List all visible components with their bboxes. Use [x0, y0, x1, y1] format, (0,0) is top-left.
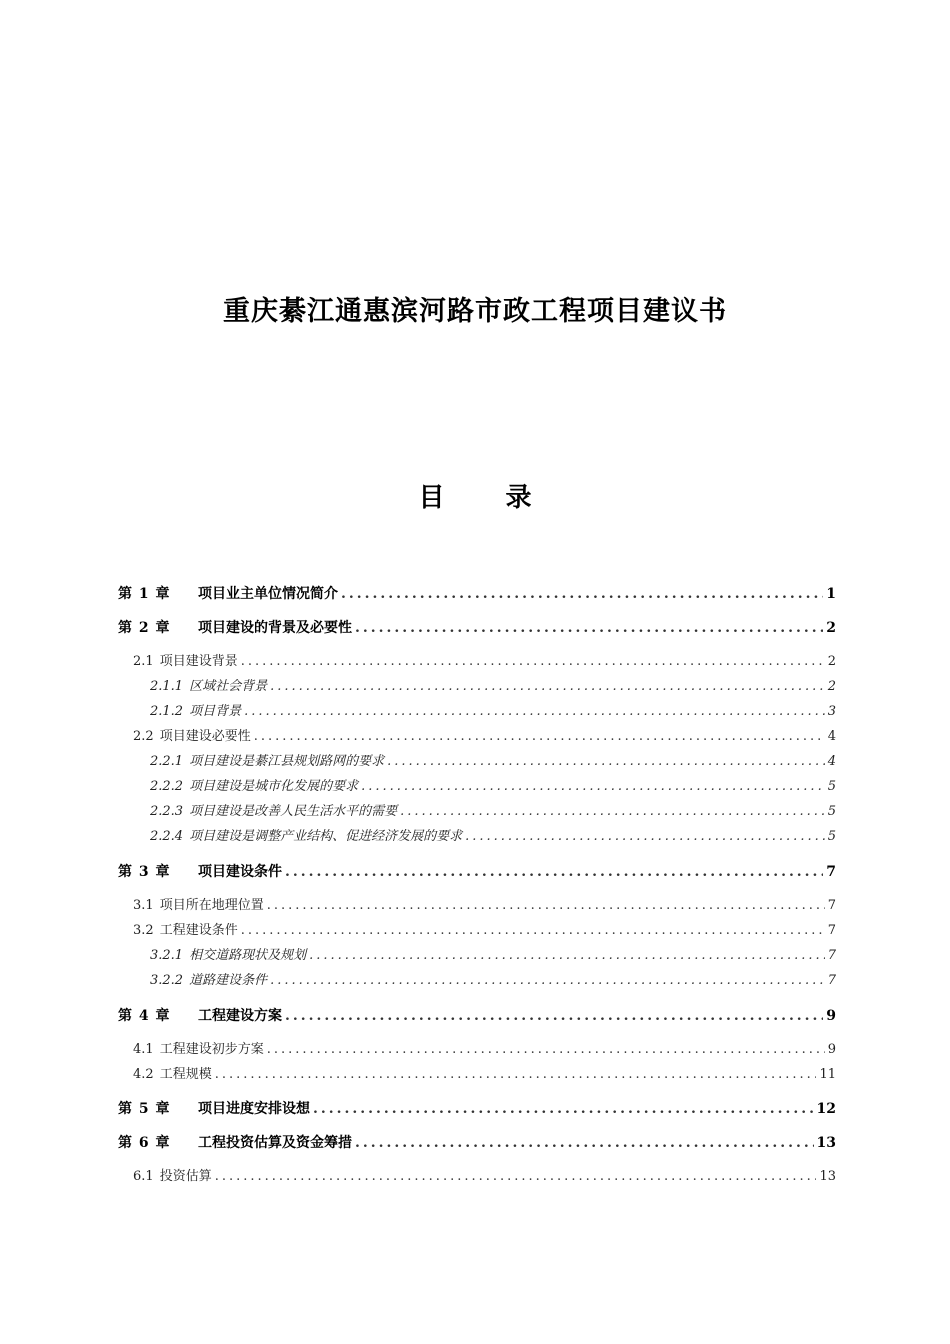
- toc-page-number: 9: [826, 1008, 836, 1024]
- toc-number: 3.1: [133, 898, 154, 913]
- toc-entry-section-3-2[interactable]: [133, 921, 836, 941]
- toc-number: 6.1: [133, 1169, 154, 1184]
- dot-leader: [215, 1065, 817, 1085]
- toc-entry-section-2-1[interactable]: [133, 652, 836, 672]
- toc-title: 项目建设是改善人民生活水平的需要: [189, 804, 398, 819]
- dot-leader: [241, 921, 825, 941]
- dot-leader: [400, 802, 825, 822]
- toc-number: 2.1.1: [150, 679, 184, 694]
- toc-number: 4.2: [133, 1067, 154, 1082]
- toc-number: 3.2.1: [150, 948, 184, 963]
- toc-entry-subsection-2-1-2[interactable]: [150, 702, 836, 722]
- dot-leader: [309, 946, 825, 966]
- toc-entry-chapter-1[interactable]: [118, 584, 836, 604]
- toc-page-number: 7: [827, 948, 836, 963]
- toc-title: 项目建设的背景及必要性: [198, 620, 352, 636]
- toc-entry-section-4-2[interactable]: [133, 1065, 836, 1085]
- toc-page-number: 5: [827, 829, 836, 844]
- toc-title: 项目建设是城市化发展的要求: [189, 779, 359, 794]
- document-title: 重庆綦江通惠滨河路市政工程项目建议书: [223, 296, 727, 327]
- toc-page-number: 7: [827, 898, 836, 913]
- dot-leader: [270, 677, 825, 697]
- toc-page-number: 7: [826, 864, 836, 880]
- toc-number: 2.1: [133, 654, 154, 669]
- toc-entry-subsection-2-2-1[interactable]: [150, 752, 836, 772]
- toc-entry-subsection-3-2-1[interactable]: [150, 946, 836, 966]
- dot-leader: [267, 896, 825, 916]
- toc-title: 投资估算: [159, 1169, 212, 1184]
- toc-number: 2.2: [133, 729, 154, 744]
- dot-leader: [244, 702, 825, 722]
- toc-page-number: 4: [827, 729, 836, 744]
- dot-leader: [241, 652, 825, 672]
- toc-number: 第 5 章: [118, 1101, 171, 1117]
- toc-page-number: 5: [827, 804, 836, 819]
- toc-entry-chapter-3[interactable]: [118, 862, 836, 882]
- toc-page-number: 13: [816, 1135, 836, 1151]
- toc-title: 工程投资估算及资金筹措: [198, 1135, 352, 1151]
- toc-page-number: 7: [827, 923, 836, 938]
- toc-entry-subsection-2-2-4[interactable]: [150, 827, 836, 847]
- toc-title: 工程建设方案: [198, 1008, 282, 1024]
- toc-entry-subsection-2-2-2[interactable]: [150, 777, 836, 797]
- toc-title: 项目建设是调整产业结构、促进经济发展的要求: [189, 829, 463, 844]
- toc-number: 2.2.1: [150, 754, 184, 769]
- dot-leader: [355, 1133, 814, 1153]
- toc-page-number: 4: [827, 754, 836, 769]
- toc-number: 第 2 章: [118, 620, 171, 636]
- toc-entry-chapter-4[interactable]: [118, 1006, 836, 1026]
- toc-page-number: 13: [819, 1169, 836, 1184]
- toc-title: 工程规模: [159, 1067, 212, 1082]
- dot-leader: [387, 752, 825, 772]
- dot-leader: [215, 1167, 817, 1187]
- toc-title: 工程建设初步方案: [159, 1042, 264, 1057]
- toc-title: 相交道路现状及规划: [189, 948, 307, 963]
- dot-leader: [465, 827, 825, 847]
- toc-number: 2.2.2: [150, 779, 184, 794]
- toc-entry-chapter-5[interactable]: [118, 1099, 836, 1119]
- toc-number: 4.1: [133, 1042, 154, 1057]
- dot-leader: [270, 971, 825, 991]
- toc-page-number: 11: [819, 1067, 836, 1082]
- toc-entry-section-2-2[interactable]: [133, 727, 836, 747]
- dot-leader: [361, 777, 825, 797]
- toc-entry-subsection-2-1-1[interactable]: [150, 677, 836, 697]
- dot-leader: [355, 618, 823, 638]
- toc-page-number: 7: [827, 973, 836, 988]
- toc-title: 项目所在地理位置: [159, 898, 264, 913]
- toc-entry-section-4-1[interactable]: [133, 1040, 836, 1060]
- toc-number: 2.1.2: [150, 704, 184, 719]
- toc-page-number: 2: [827, 654, 836, 669]
- toc-page-number: 1: [826, 586, 836, 602]
- toc-title: 项目建设必要性: [159, 729, 251, 744]
- toc-title: 项目建设是綦江县规划路网的要求: [189, 754, 385, 769]
- toc-entry-section-3-1[interactable]: [133, 896, 836, 916]
- toc-title: 项目建设背景: [159, 654, 238, 669]
- toc-title: 项目业主单位情况简介: [198, 586, 338, 602]
- dot-leader: [285, 1006, 823, 1026]
- toc-number: 第 1 章: [118, 586, 171, 602]
- dot-leader: [341, 584, 823, 604]
- toc-number: 第 3 章: [118, 864, 171, 880]
- toc-title: 工程建设条件: [159, 923, 238, 938]
- toc-number: 3.2: [133, 923, 154, 938]
- toc-page-number: 2: [826, 620, 836, 636]
- dot-leader: [313, 1099, 814, 1119]
- toc-title: 道路建设条件: [189, 973, 268, 988]
- toc-title: 项目进度安排设想: [198, 1101, 310, 1117]
- toc-page-number: 2: [827, 679, 836, 694]
- toc-number: 3.2.2: [150, 973, 184, 988]
- dot-leader: [267, 1040, 825, 1060]
- toc-title: 项目背景: [189, 704, 242, 719]
- toc-entry-chapter-6[interactable]: [118, 1133, 836, 1153]
- toc-page-number: 9: [827, 1042, 836, 1057]
- toc-page-number: 5: [827, 779, 836, 794]
- toc-heading: 目 录: [418, 483, 558, 513]
- toc-entry-section-6-1[interactable]: [133, 1167, 836, 1187]
- toc-number: 2.2.3: [150, 804, 184, 819]
- toc-title: 区域社会背景: [189, 679, 268, 694]
- toc-number: 2.2.4: [150, 829, 184, 844]
- dot-leader: [254, 727, 825, 747]
- toc-entry-subsection-3-2-2[interactable]: [150, 971, 836, 991]
- toc-number: 第 4 章: [118, 1008, 171, 1024]
- dot-leader: [285, 862, 823, 882]
- toc-page-number: 3: [827, 704, 836, 719]
- toc-title: 项目建设条件: [198, 864, 282, 880]
- toc-number: 第 6 章: [118, 1135, 171, 1151]
- toc-page-number: 12: [816, 1101, 836, 1117]
- toc-entry-chapter-2[interactable]: [118, 618, 836, 638]
- toc-entry-subsection-2-2-3[interactable]: [150, 802, 836, 822]
